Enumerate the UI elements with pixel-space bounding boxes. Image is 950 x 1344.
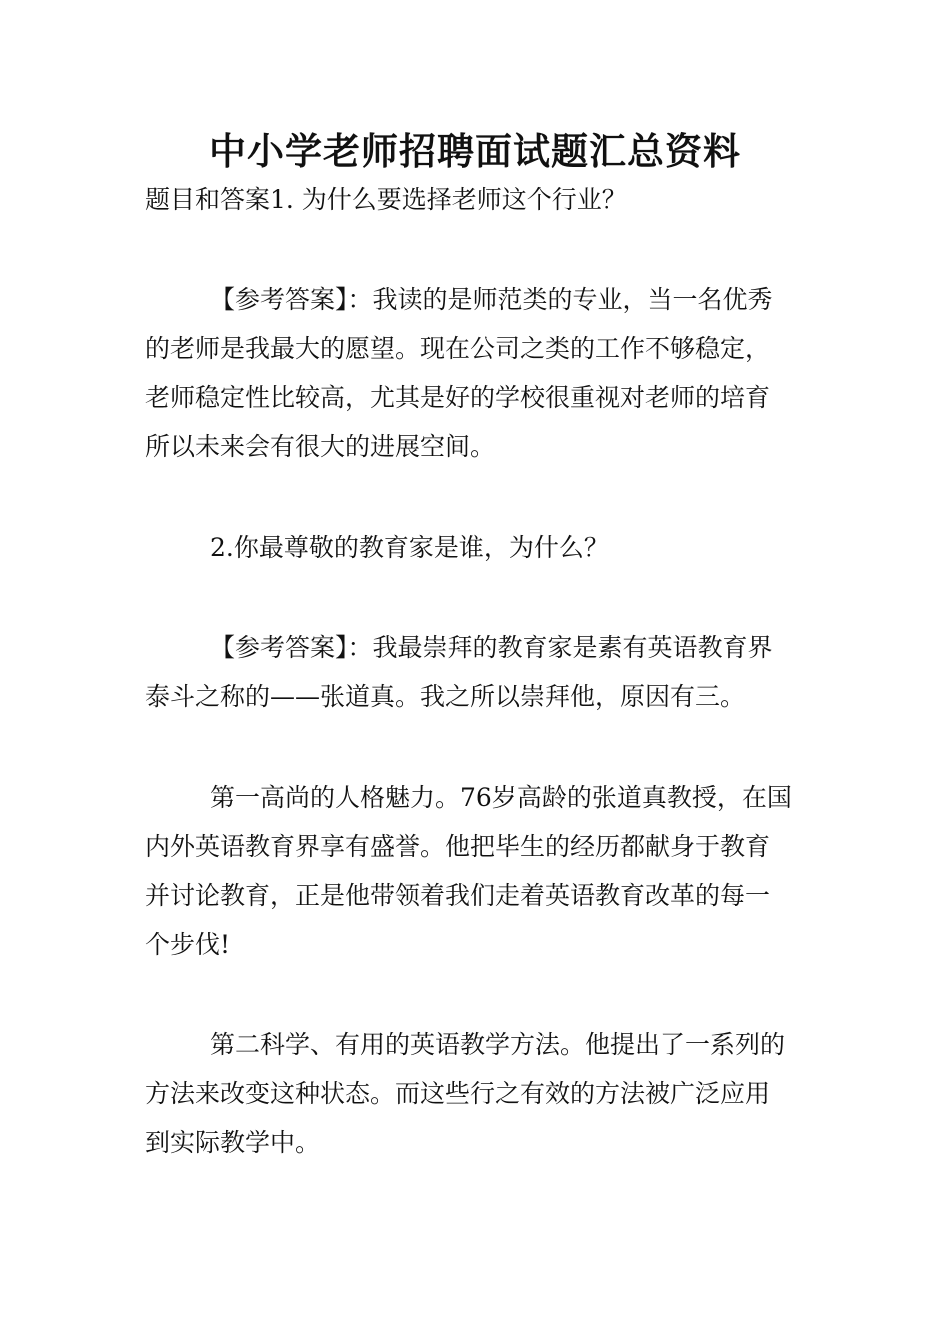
reason-1-line-1: 第一高尚的人格魅力。76岁高龄的张道真教授，在国	[210, 783, 792, 812]
answer-2-line-2: 泰斗之称的——张道真。我之所以崇拜他，原因有三。	[145, 682, 746, 711]
reason-2-line-2: 方法来改变这种状态。而这些行之有效的方法被广泛应用	[145, 1079, 771, 1108]
question-1-heading: 题目和答案1. 为什么要选择老师这个行业？	[145, 185, 627, 214]
reason-1-line-2: 内外英语教育界享有盛誉。他把毕生的经历都献身于教育	[145, 832, 771, 861]
reason-2-line-3: 到实际教学中。	[145, 1128, 321, 1157]
answer-1-line-2: 的老师是我最大的愿望。现在公司之类的工作不够稳定，	[145, 334, 771, 363]
reason-2-line-1: 第二科学、有用的英语教学方法。他提出了一系列的	[210, 1030, 786, 1059]
answer-2-line-1: 【参考答案】：我最崇拜的教育家是素有英语教育界	[210, 633, 773, 662]
answer-1-line-1: 【参考答案】：我读的是师范类的专业，当一名优秀	[210, 285, 773, 314]
document-title: 中小学老师招聘面试题汇总资料	[209, 130, 741, 173]
answer-1-line-4: 所以未来会有很大的进展空间。	[145, 432, 496, 461]
reason-1-line-3: 并讨论教育，正是他带领着我们走着英语教育改革的每一	[145, 881, 771, 910]
answer-1-line-3: 老师稳定性比较高，尤其是好的学校很重视对老师的培育	[145, 383, 771, 412]
question-2-heading: 2.你最尊敬的教育家是谁，为什么？	[210, 533, 609, 562]
reason-1-line-4: 个步伐!	[145, 930, 231, 959]
